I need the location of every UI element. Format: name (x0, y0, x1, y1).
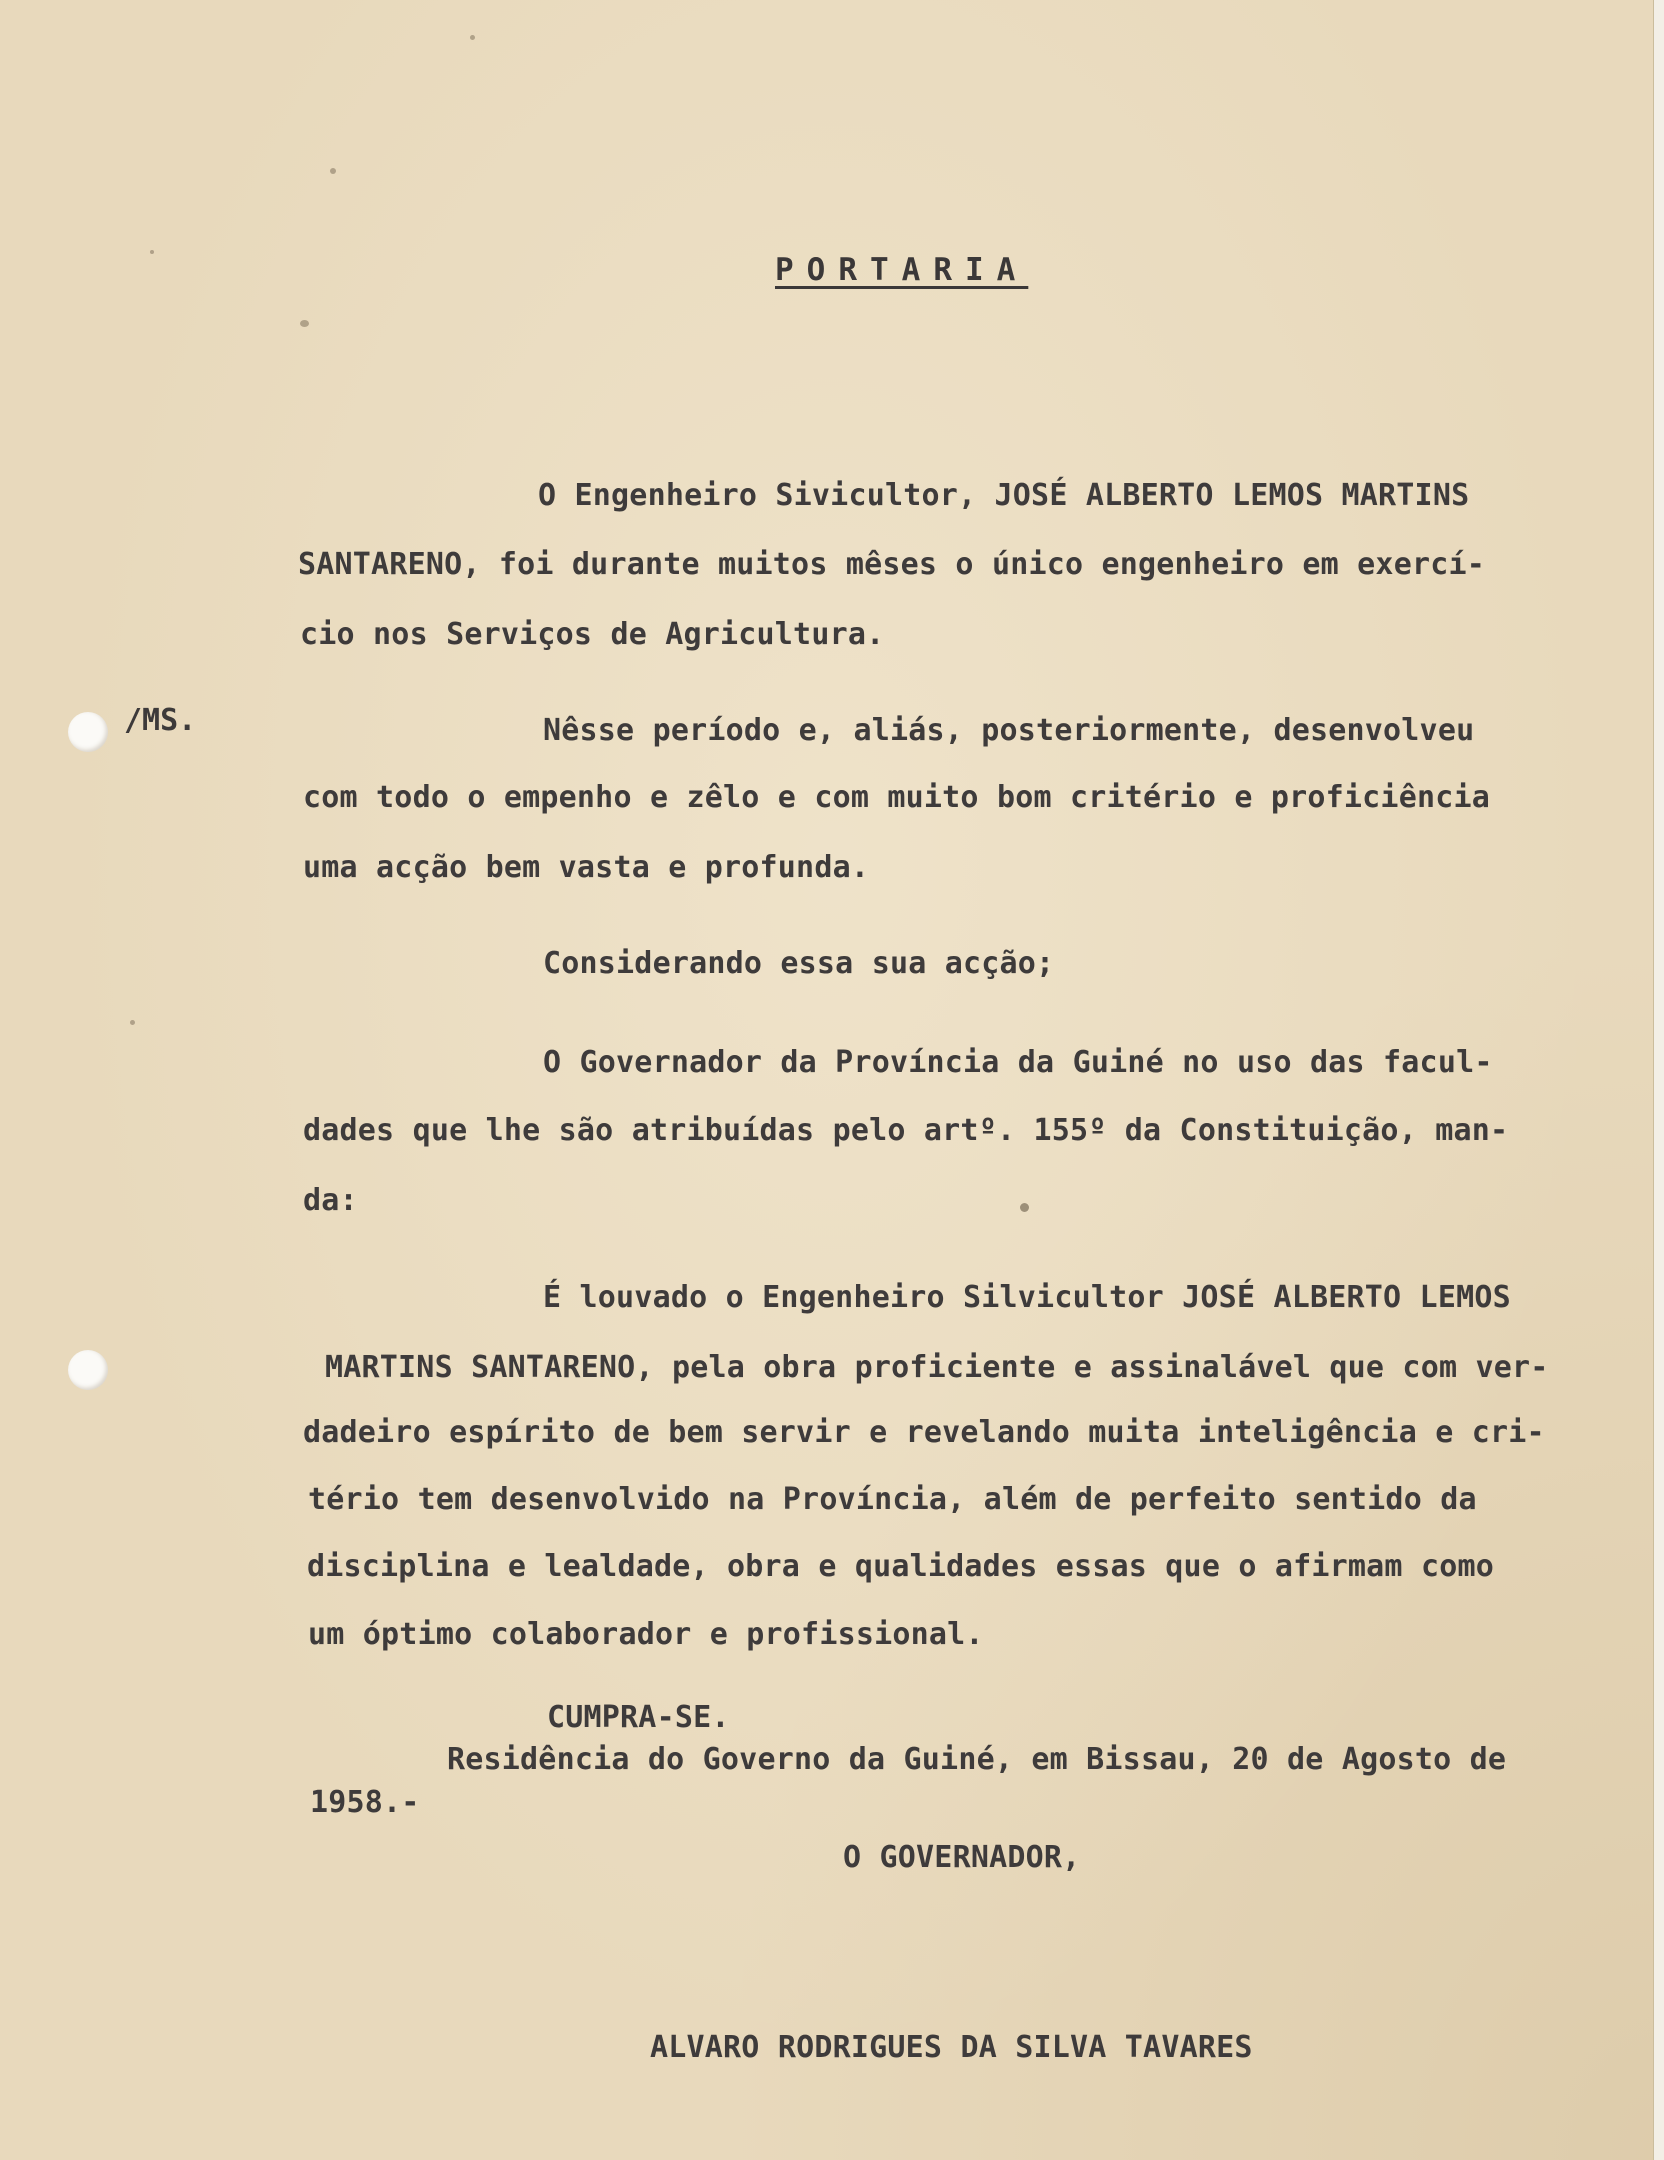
signatory-name: ALVARO RODRIGUES DA SILVA TAVARES (650, 2030, 1253, 2065)
paragraph3-line1: O Governador da Província da Guiné no uso das facul- (543, 1045, 1493, 1080)
cumpra-se: CUMPRA-SE. (547, 1700, 730, 1735)
paragraph4-line5: disciplina e lealdade, obra e qualidades essas que o afirmam como (307, 1549, 1494, 1584)
considering-line: Considerando essa sua acção; (543, 946, 1055, 981)
paragraph4-line2: MARTINS SANTARENO, pela obra proficiente e assinalável que com ver- (325, 1350, 1549, 1385)
paragraph4-line4: tério tem desenvolvido na Província, além de perfeito sentido da (308, 1482, 1477, 1517)
paragraph4-line1: É louvado o Engenheiro Silvicultor JOSÉ ALBERTO LEMOS (543, 1280, 1511, 1315)
paper-edge (1653, 0, 1664, 2160)
paper-speck (1020, 1203, 1029, 1212)
paragraph3-line3: da: (303, 1183, 358, 1218)
paper-speck (150, 250, 154, 254)
paragraph2-line2: com todo o empenho e zêlo e com muito bom critério e proficiência (303, 780, 1490, 815)
paragraph1-line1: O Engenheiro Sivicultor, JOSÉ ALBERTO LEMOS MARTINS (538, 478, 1470, 513)
residence-line2: 1958.- (310, 1785, 420, 1820)
document-title: PORTARIA (775, 252, 1029, 288)
paragraph2-line3: uma acção bem vasta e profunda. (303, 850, 870, 885)
paragraph3-line2: dades que lhe são atribuídas pelo artº. 155º da Constituição, man- (303, 1113, 1509, 1148)
paper-speck (470, 35, 475, 40)
paper-speck (300, 320, 309, 327)
paragraph1-line2: SANTARENO, foi durante muitos mêses o único engenheiro em exercí- (298, 547, 1485, 582)
paper-speck (330, 168, 336, 174)
residence-line1: Residência do Governo da Guiné, em Bissau, 20 de Agosto de (447, 1742, 1507, 1777)
paragraph2-line1: Nêsse período e, aliás, posteriormente, desenvolveu (543, 713, 1475, 748)
paragraph4-line6: um óptimo colaborador e profissional. (308, 1617, 984, 1652)
signature-title: O GOVERNADOR, (843, 1840, 1081, 1875)
paragraph1-line3: cio nos Serviços de Agricultura. (300, 617, 885, 652)
margin-note: /MS. (124, 703, 197, 738)
paper-speck (130, 1020, 135, 1025)
punch-hole-bottom (68, 1350, 108, 1390)
punch-hole-top (68, 712, 108, 752)
paragraph4-line3: dadeiro espírito de bem servir e revelando muita inteligência e cri- (303, 1415, 1545, 1450)
